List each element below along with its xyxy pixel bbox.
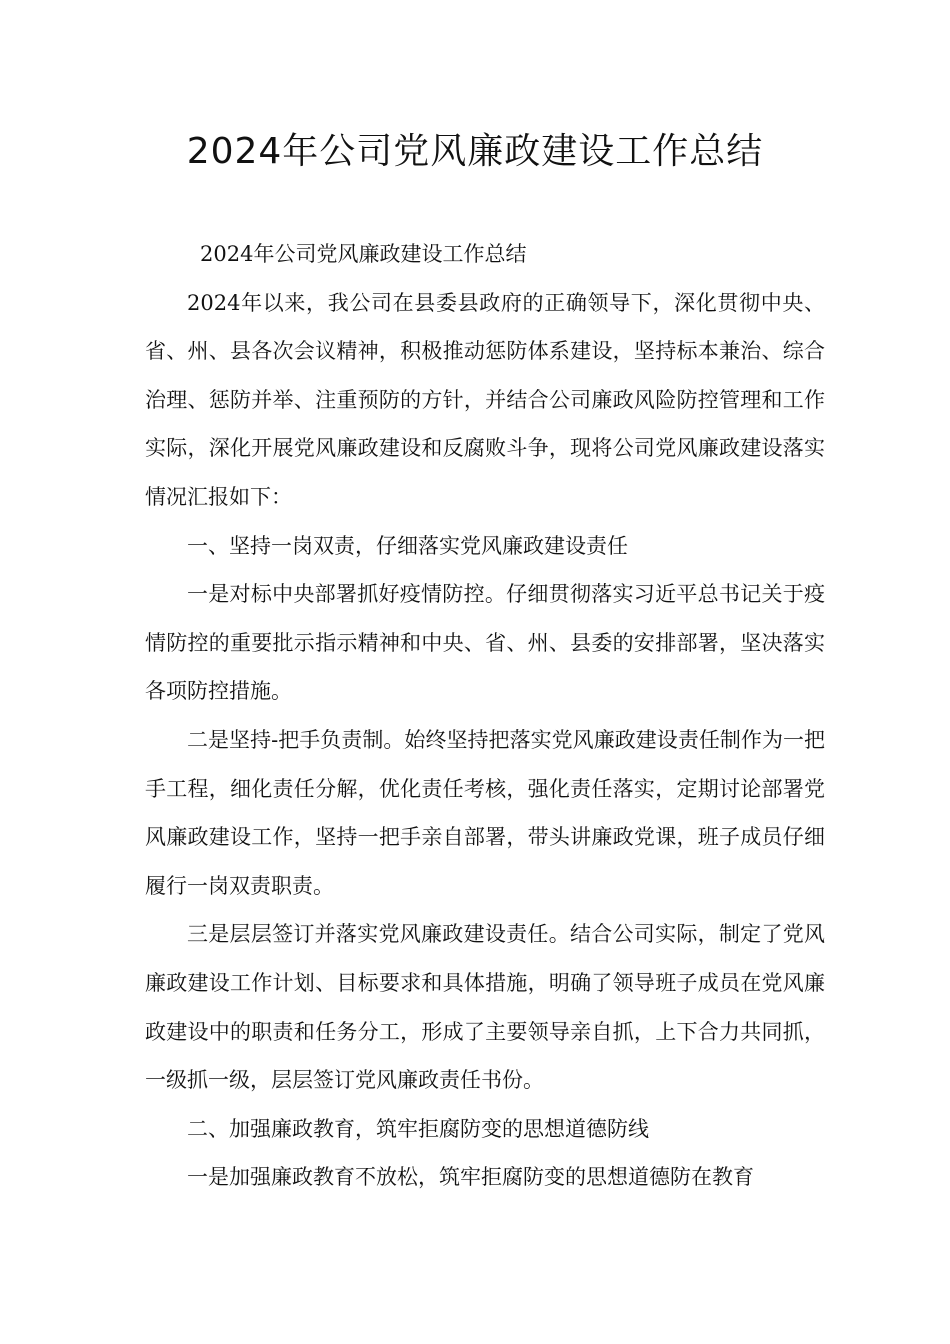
document-body xyxy=(145,230,825,1202)
paragraph-1-1: 一是对标中央部署抓好疫情防控。仔细贯彻落实习近平总书记关于疫情防控的重要批示指示精神和中央、省、州、县委的安排部署，坚决落实各项防控措施。 xyxy=(145,582,825,704)
section-heading-1: 一、坚持一岗双责，仔细落实党风廉政建设责任 xyxy=(187,533,628,558)
paragraph-1-2: 二是坚持-把手负责制。始终坚持把落实党风廉政建设责任制作为一把手工程，细化责任分解，优化责任考核，强化责任落实，定期讨论部署党风廉政建设工作，坚持一把手亲自部署，带头讲廉政党课，班子成员仔细履行一岗双责职责。 xyxy=(145,727,825,898)
section-heading-2: 二、加强廉政教育，筑牢拒腐防变的思想道德防线 xyxy=(187,1116,649,1141)
paragraph-1-3: 三是层层签订并落实党风廉政建设责任。结合公司实际，制定了党风廉政建设工作计划、目标要求和具体措施，明确了领导班子成员在党风廉政建设中的职责和任务分工，形成了主要领导亲自抓，上下合力共同抓，一级抓一级，层层签订党风廉政责任书份。 xyxy=(145,922,825,1093)
document-subtitle: 2024年公司党风廉政建设工作总结 xyxy=(200,242,527,266)
document-title: 2024年公司党风廉政建设工作总结 xyxy=(186,131,764,172)
paragraph-2-1: 一是加强廉政教育不放松，筑牢拒腐防变的思想道德防在教育 xyxy=(187,1165,754,1190)
paragraph-intro: 2024年以来，我公司在县委县政府的正确领导下，深化贯彻中央、省、州、县各次会议精神，积极推动惩防体系建设，坚持标本兼治、综合治理、惩防并举、注重预防的方针，并结合公司廉政风险防控管理和工作实际，深化开展党风廉政建设和反腐败斗争，现将公司党风廉政建设落实情况汇报如下： xyxy=(145,290,825,509)
